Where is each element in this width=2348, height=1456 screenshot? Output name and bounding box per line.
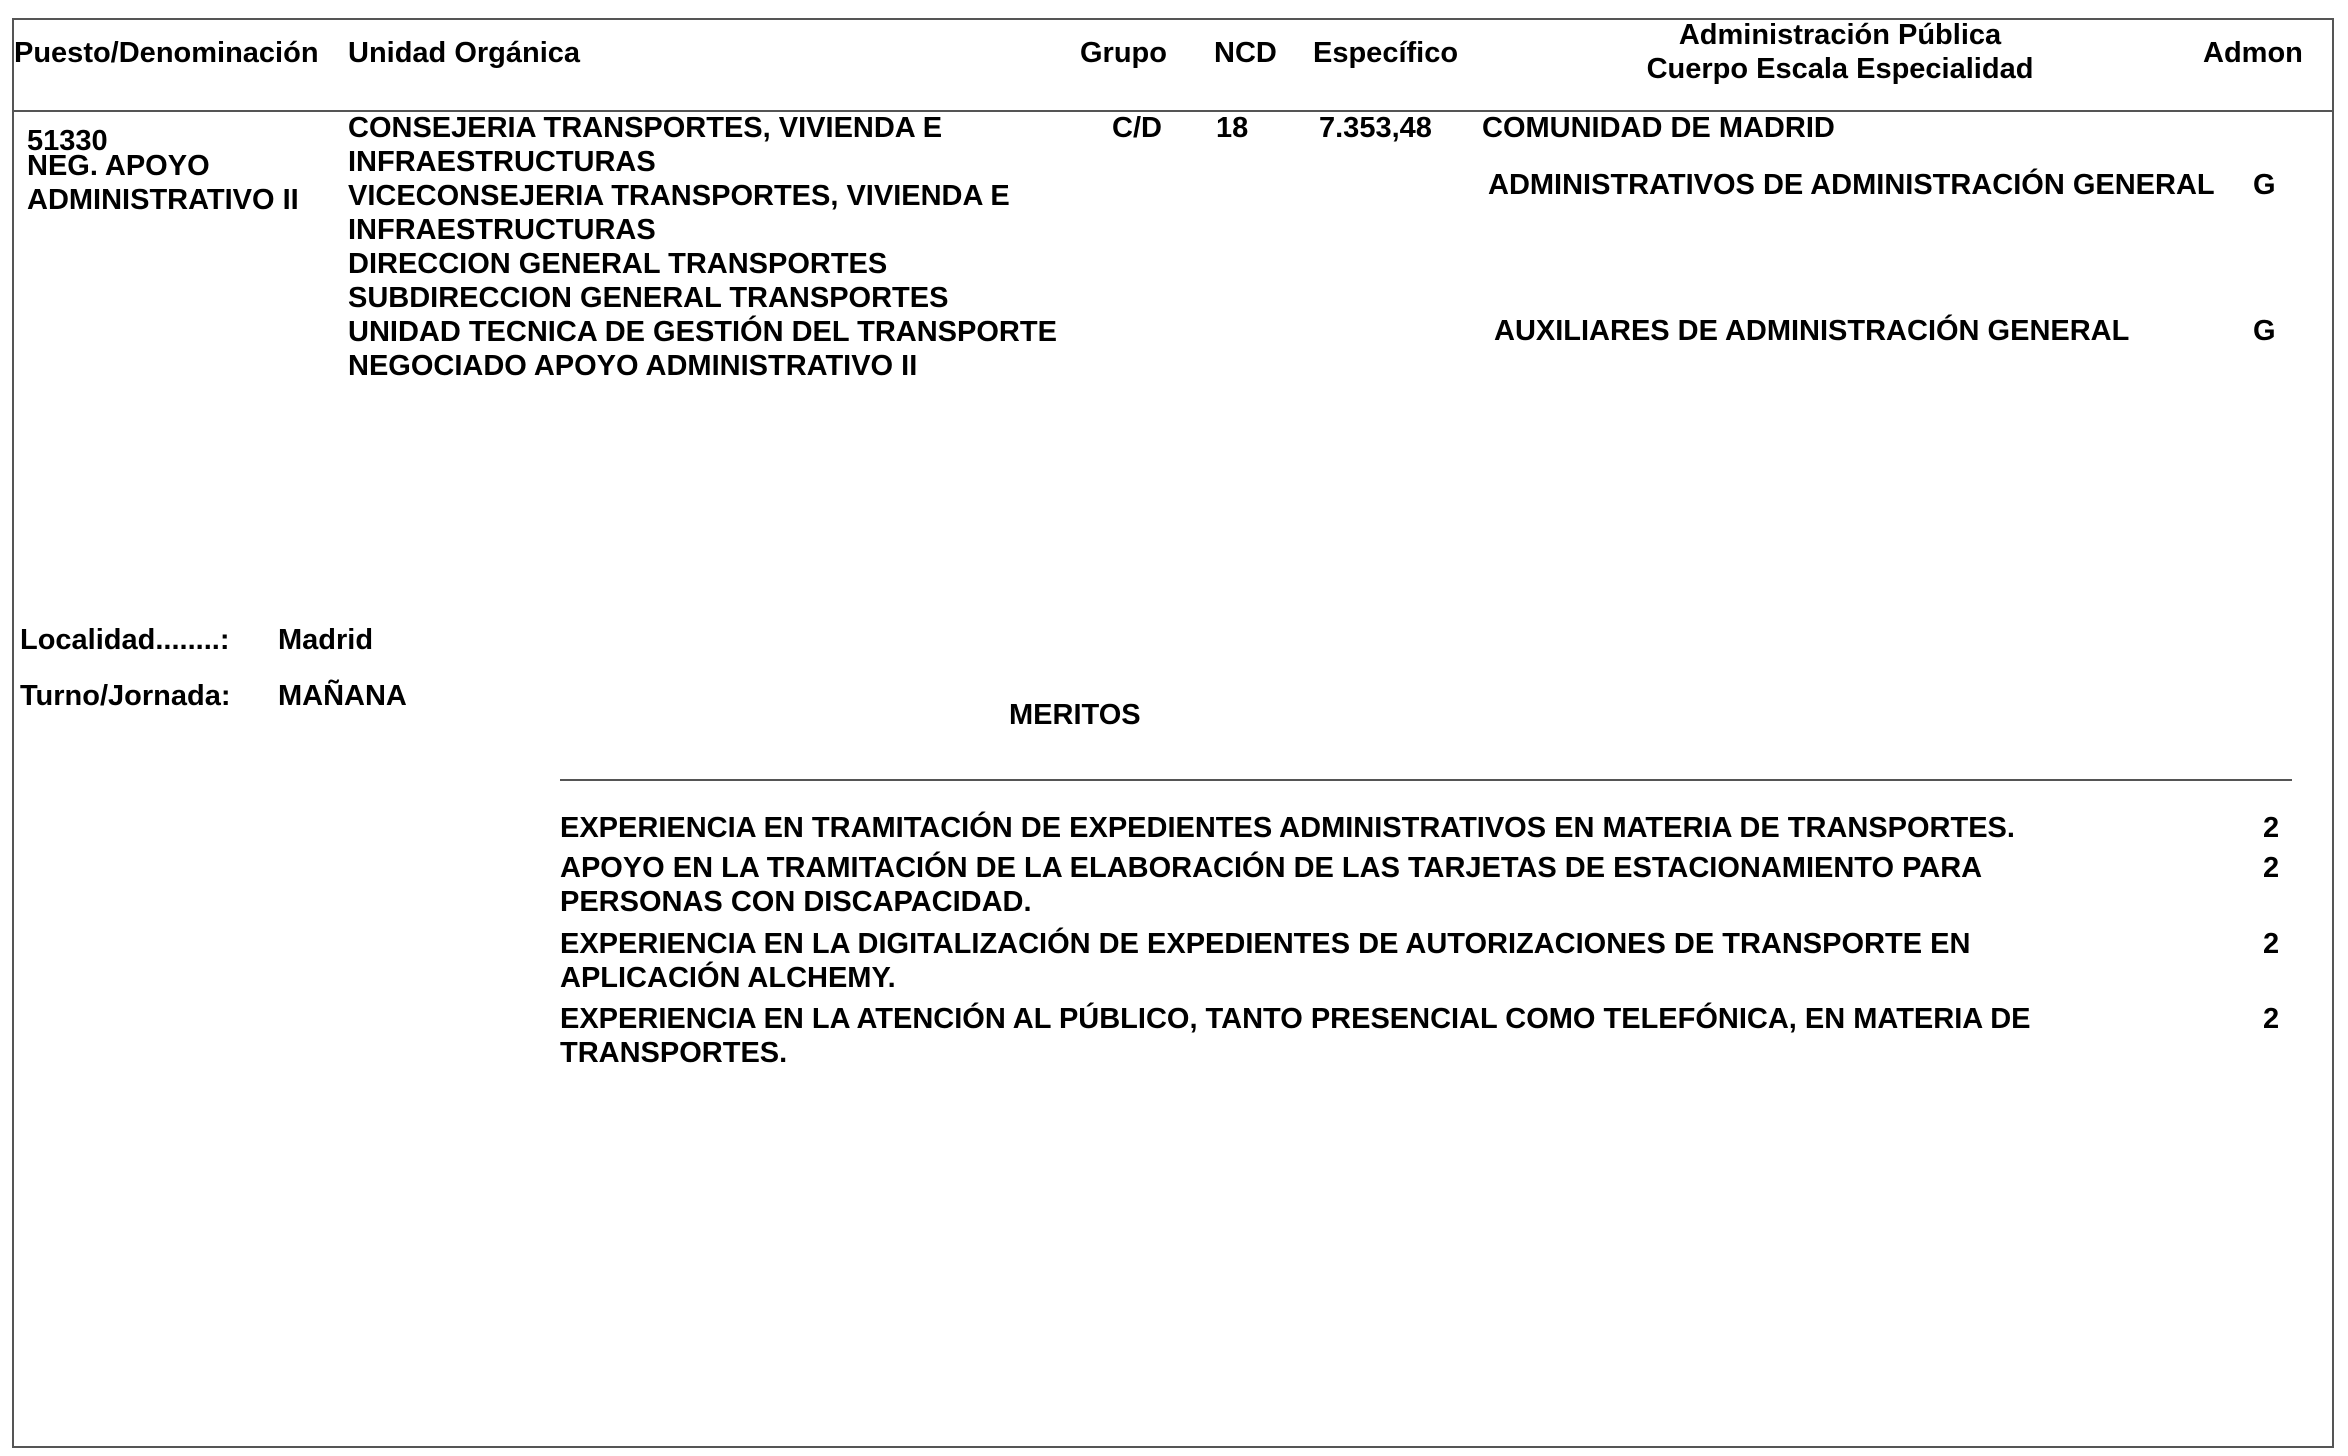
cuerpo-admon: G bbox=[2253, 169, 2276, 201]
especifico-value: 7.353,48 bbox=[1319, 112, 1432, 144]
cuerpo-name: ADMINISTRATIVOS DE ADMINISTRACIÓN GENERAL bbox=[1488, 169, 2215, 201]
unidad-line: VICECONSEJERIA TRANSPORTES, VIVIENDA E bbox=[348, 180, 1010, 212]
header-admon: Admon bbox=[2203, 37, 2303, 69]
cuerpo-name: AUXILIARES DE ADMINISTRACIÓN GENERAL bbox=[1494, 315, 2130, 347]
position-name-line-2: ADMINISTRATIVO II bbox=[27, 184, 299, 216]
header-unidad: Unidad Orgánica bbox=[348, 37, 581, 69]
merito-points: 2 bbox=[2263, 812, 2280, 844]
merito-points: 2 bbox=[2263, 928, 2280, 960]
position-name-line-1: NEG. APOYO bbox=[27, 150, 210, 182]
localidad-value: Madrid bbox=[278, 624, 374, 656]
header-especifico: Específico bbox=[1313, 37, 1459, 69]
ncd-value: 18 bbox=[1216, 112, 1249, 144]
unidad-line: CONSEJERIA TRANSPORTES, VIVIENDA E bbox=[348, 112, 943, 144]
merito-points: 2 bbox=[2263, 1003, 2280, 1035]
unidad-line: SUBDIRECCION GENERAL TRANSPORTES bbox=[348, 282, 949, 314]
position-code: 51330 bbox=[27, 125, 108, 157]
turno-label: Turno/Jornada: bbox=[20, 680, 231, 712]
meritos-title: MERITOS bbox=[1009, 699, 1141, 731]
header-admin-publica: Administración Pública bbox=[1678, 19, 2002, 51]
merito-line: APLICACIÓN ALCHEMY. bbox=[560, 962, 896, 994]
header-cuerpo-escala: Cuerpo Escala Especialidad bbox=[1646, 53, 2034, 85]
header-puesto: Puesto/Denominación bbox=[14, 37, 319, 69]
unidad-line: INFRAESTRUCTURAS bbox=[348, 214, 656, 246]
unidad-line: INFRAESTRUCTURAS bbox=[348, 146, 656, 178]
turno-value: MAÑANA bbox=[278, 680, 407, 712]
meritos-divider bbox=[560, 779, 2292, 781]
header-grupo: Grupo bbox=[1080, 37, 1167, 69]
unidad-line: UNIDAD TECNICA DE GESTIÓN DEL TRANSPORTE bbox=[348, 316, 1057, 348]
unidad-line: DIRECCION GENERAL TRANSPORTES bbox=[348, 248, 888, 280]
merito-line: APOYO EN LA TRAMITACIÓN DE LA ELABORACIÓN DE LAS TARJETAS DE ESTACIONAMIENTO PARA bbox=[560, 852, 1983, 884]
merito-line: EXPERIENCIA EN TRAMITACIÓN DE EXPEDIENTES ADMINISTRATIVOS EN MATERIA DE TRANSPORTES. bbox=[560, 812, 2015, 844]
localidad-label: Localidad........: bbox=[20, 624, 230, 656]
merito-line: EXPERIENCIA EN LA ATENCIÓN AL PÚBLICO, TANTO PRESENCIAL COMO TELEFÓNICA, EN MATERIA DE bbox=[560, 1003, 2031, 1035]
administracion-value: COMUNIDAD DE MADRID bbox=[1482, 112, 1835, 144]
merito-line: EXPERIENCIA EN LA DIGITALIZACIÓN DE EXPEDIENTES DE AUTORIZACIONES DE TRANSPORTE EN bbox=[560, 928, 1971, 960]
grupo-value: C/D bbox=[1112, 112, 1162, 144]
cuerpo-admon: G bbox=[2253, 315, 2276, 347]
unidad-line: NEGOCIADO APOYO ADMINISTRATIVO II bbox=[348, 350, 918, 382]
merito-line: PERSONAS CON DISCAPACIDAD. bbox=[560, 886, 1032, 918]
merito-line: TRANSPORTES. bbox=[560, 1037, 788, 1069]
merito-points: 2 bbox=[2263, 852, 2280, 884]
header-ncd: NCD bbox=[1214, 37, 1277, 69]
